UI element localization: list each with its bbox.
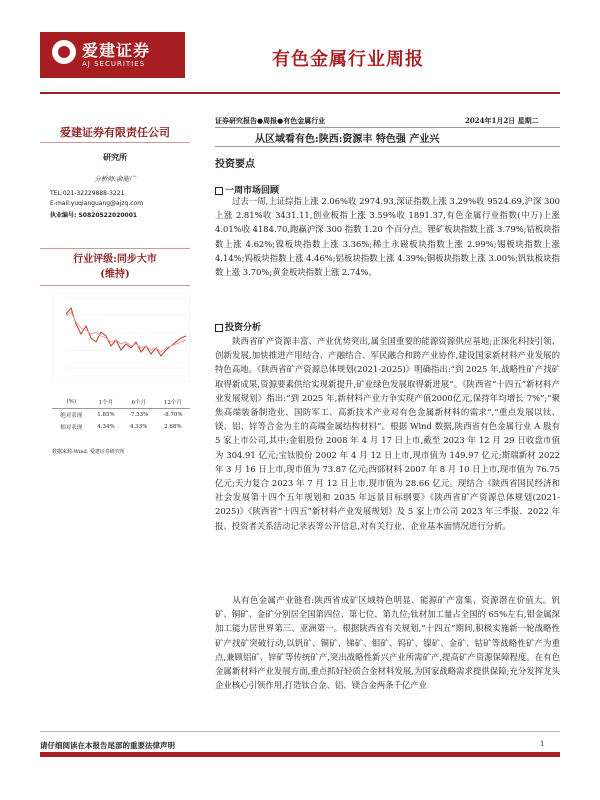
square-bullet-icon — [215, 324, 223, 332]
table-cell: -8.70% — [163, 412, 183, 418]
section-heading-investment-analysis — [215, 320, 261, 333]
investment-analysis-text — [215, 334, 560, 533]
meta-rule — [215, 127, 560, 128]
table-source: 数据来源:Wind, 爱建证券研究所 — [52, 449, 125, 455]
industry-chain-text — [215, 593, 560, 692]
rating-status: (维持) — [100, 269, 130, 280]
table-row — [52, 421, 190, 433]
table-header: 6个月 — [122, 396, 156, 409]
report-category: 证券研究报告●周报●有色金属行业 — [215, 116, 326, 125]
table-header: (%) — [52, 396, 90, 409]
logo-icon-inner — [58, 46, 70, 58]
performance-table — [52, 396, 190, 433]
analyst-license: 执业编号: S0820522020001 — [50, 212, 138, 219]
table-header: 1个月 — [90, 396, 121, 409]
table-cell: -7.53% — [129, 412, 149, 418]
key-points-heading: 投资要点 — [215, 159, 255, 170]
subtitle-rule — [215, 146, 560, 147]
table-row — [52, 409, 190, 422]
report-title: 有色金属行业周报 — [272, 49, 424, 70]
report-subtitle: 从区域看有色:陕西:资源丰 特色强 产业兴 — [255, 134, 440, 145]
analyst-email[interactable]: E-mail:yuqianguang@ajzq.com — [50, 200, 144, 207]
logo-text-en: AJ SECURITIES — [82, 60, 146, 68]
performance-chart — [52, 292, 190, 382]
table-cell: 1.85% — [97, 412, 115, 418]
report-date: 2024年1月2日 星期二 — [465, 116, 539, 125]
legal-disclaimer-link[interactable]: 请仔细阅读在本报告尾部的重要法律声明 — [40, 741, 175, 750]
sidebar-divider — [40, 248, 190, 249]
market-review-text — [215, 194, 560, 279]
section-title: 投资分析 — [225, 323, 262, 333]
sidebar-divider — [40, 142, 190, 143]
logo-text-cn: 爱建证券 — [82, 41, 151, 60]
footer-rule — [40, 731, 560, 732]
rating-line: 行业评级:同步大市 — [73, 254, 157, 265]
table-cell: 2.68% — [164, 424, 182, 430]
analyst-name: 分析师:俞能广 — [94, 175, 136, 183]
row-label: 相对表现 — [60, 425, 83, 431]
company-name: 爱建证券有限责任公司 — [60, 126, 170, 139]
paragraph-text: 从有色金属产业链看:陕西省成矿区域特色明显、能源矿产富集、资源潜在价值大。钒矿、铜矿、金矿分别居全国第四位、第七位、第九位;钛材加工量占全国的 65%左右,钼金属深加工能力居世界第三、亚洲第一。根据陕西省有关规划,“十四五”期间,积极实施新一轮战略性矿产找矿突破行动,以钒矿、铜矿、锑矿、钼矿、钨矿、镍矿、金矿、钴矿等战略性矿产为重点,兼顾铝矿、锌矿等传统矿产,突出战略性新兴产业所需矿产,提高矿产资源保障程度。在有色金属新材料产业发展方面,重点抓好轻质合金材料发展,为国家战略需求提供保障;充分发挥龙头企业核心引领作用,打造钛合金、铝、镁合金两条千亿产业 — [215, 595, 561, 691]
paragraph-text: 陕西省矿产资源丰富、产业优势突出,属全国重要的能源资源供应基地;正深化科技引领、创新发展,加快推进产用结合、产融结合、军民融合和跨产业协作,建设国家新材料产业发展的特色高地。《陕西省矿产资源总体规划(2021-2025)》明确指出:“到 2025 年,战略性矿产找矿取得新成果,资源要素供给实现新提升,矿业绿色发展取得新进展”。《陕西省“十四五”新材料产业发展规划》指出:“到 2025 年,新材料产业力争实现产值2000亿元,保持年均增长 7%”;“聚焦高端装备制造业、国防军工、高新技术产业对有色金属新材料的需求”,“重点发展以钛、镁、铝、锌等合金为主的高端金属结构材料”。根据 Wind 数据,陕西省有色金属行业 A 股有 5 家上市公司,其中:金钼股份 2008 年 4 月 17 日上市,截至 2023 年 12 月 29 日收盘市值为 304.91 亿元;宝钛股份 2002 年 4 月 12 日上市,现市值为 149.97 亿元;斯瑞新材 2022 年 3 月 16 日上市,现市值为 73.87 亿元;西部材料 2007 年 8 月 10 日上市,现市值为 76.75 亿元;天力复合 2023 年 7 月 12 日上市,现市值为 28.66 亿元。现结合《陕西省国民经济和社会发展第十四个五年规划和 2035 年远景目标纲要》《陕西省矿产资源总体规划(2021-2025)》《陕西省“十四五”新材料产业发展规划》及 5 家上市公司 2023 年三季报、2022 年报、投资者关系活动记录表等公开信息,对有关行业、企业基本面情况进行分析。 — [215, 336, 560, 531]
table-cell: 4.33% — [129, 424, 148, 430]
table-header: 12个月 — [156, 396, 190, 409]
institute-name: 研究所 — [103, 152, 127, 162]
row-label: 绝对表现 — [60, 413, 83, 419]
analyst-tel: TEL:021-32229888-3221 — [50, 190, 125, 197]
industry-rating — [40, 252, 190, 282]
section-title: 一周市场回顾 — [225, 186, 280, 196]
header-rule — [40, 92, 560, 94]
sidebar-divider — [40, 285, 190, 286]
page-number: 1 — [540, 740, 545, 748]
paragraph-text: 过去一周,上证综指上涨 2.06%收 2974.93,深证指数上涨 3.29%收 9524.69,沪深 300 上涨 2.81%收 3431.11,创业板指上涨 3.59%收 1891.37,有色金属行业指数(中万)上涨 4.01%收 4184.70,跑赢沪深 300 指数 1.20 个百分点。锂矿板块指数上涨 3.79%;钴板块指数上涨 4.62%;镍板块指数上涨 3.36%;稀土永磁板块指数上涨 2.99%;锡板块指数上涨 4.14%;钨板块指数上涨 4.46%;铝板块指数上涨 4.39%;铜板块指数上涨 3.00%;钒钛板块指数上涨 3.70%;黄金板块指数上涨 2.74%。 — [215, 196, 560, 278]
table-cell: 4.34% — [97, 424, 115, 430]
footer-bar — [40, 752, 560, 757]
